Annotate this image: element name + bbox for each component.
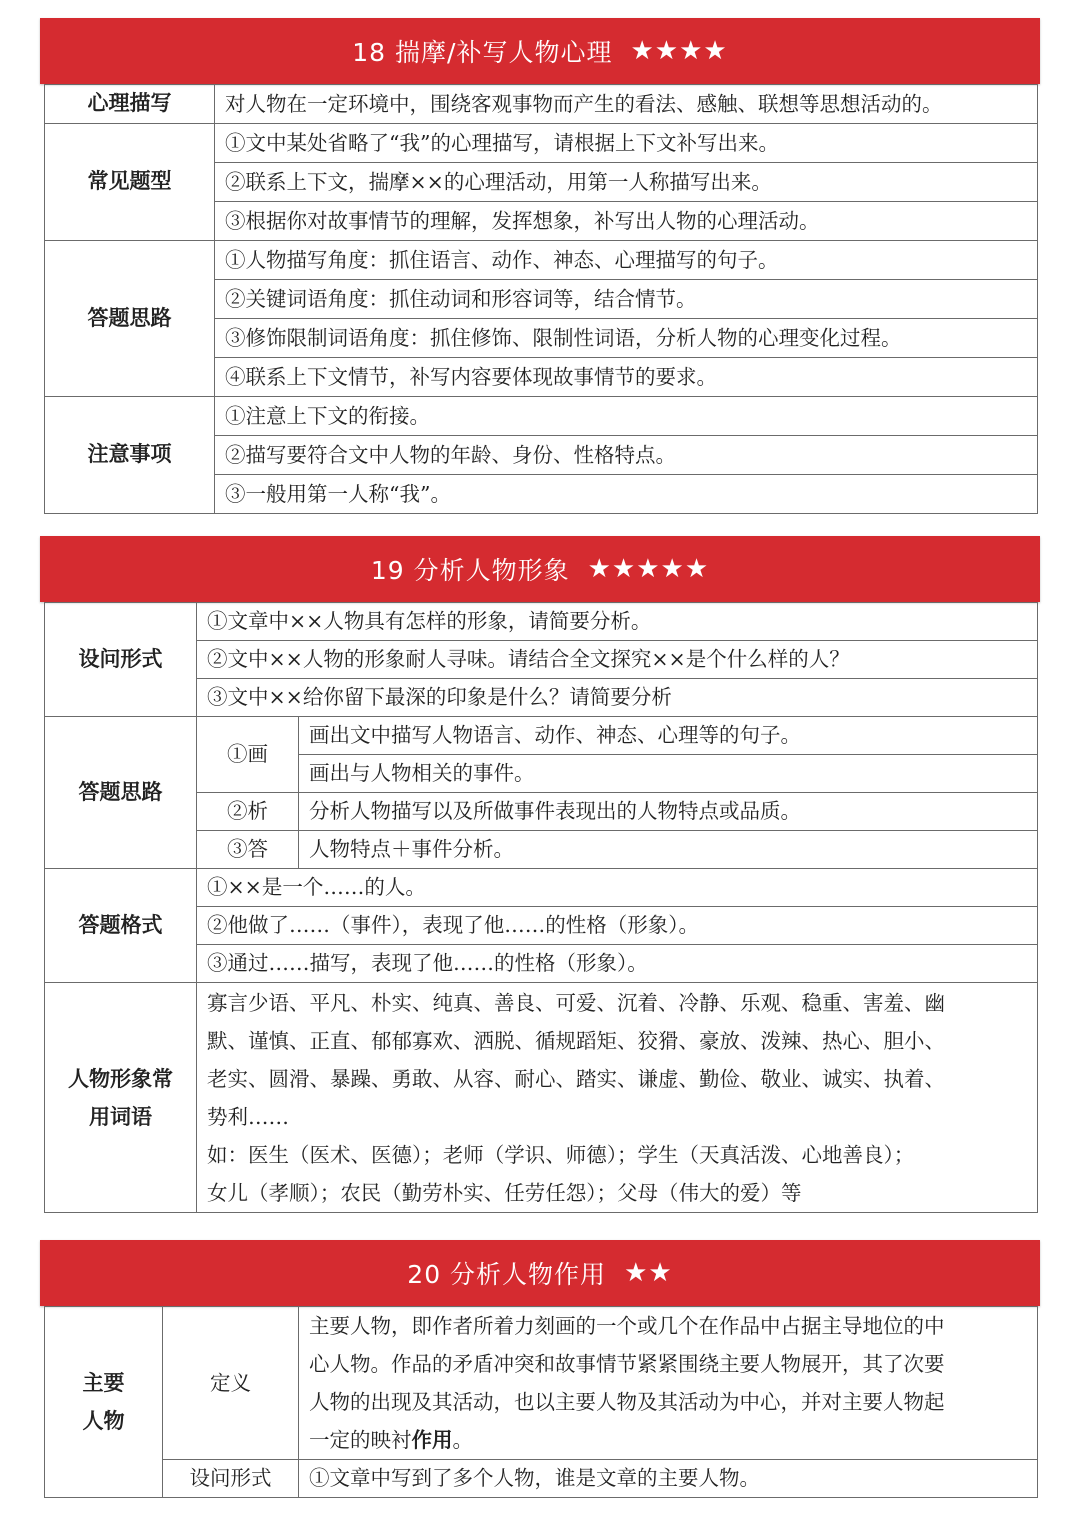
cell-text: ①文中某处省略了“我”的心理描写，请根据上下文补写出来。 xyxy=(215,124,1038,163)
table-row xyxy=(45,1460,1038,1498)
cell-text: ③文中××给你留下最深的印象是什么？请简要分析 xyxy=(197,679,1038,717)
row-label: 答题思路 xyxy=(45,717,197,869)
cell-text: ③一般用第一人称“我”。 xyxy=(215,475,1038,514)
text-line: 老实、圆滑、暴躁、勇敢、从容、耐心、踏实、谦虚、勤俭、敬业、诚实、执着、 xyxy=(207,1066,945,1091)
table-row xyxy=(45,397,1038,436)
text-line: 人物的出现及其活动，也以主要人物及其活动为中心，并对主要人物起 xyxy=(309,1390,945,1414)
section-18-table xyxy=(44,84,1038,514)
table-row xyxy=(45,85,1038,124)
cell-text: 画出文中描写人物语言、动作、神态、心理等的句子。 xyxy=(299,717,1038,755)
cell-text: ④联系上下文情节，补写内容要体现故事情节的要求。 xyxy=(215,358,1038,397)
section-20-table xyxy=(44,1306,1038,1498)
section-19-table xyxy=(44,602,1038,1213)
row-label-line: 人物 xyxy=(82,1409,125,1433)
section-20-title: 20 分析人物作用 xyxy=(407,1260,607,1289)
sub-label: 定义 xyxy=(163,1307,299,1460)
text-line: 寡言少语、平凡、朴实、纯真、善良、可爱、沉着、冷静、乐观、稳重、害羞、幽 xyxy=(207,990,945,1015)
cell-text: 画出与人物相关的事件。 xyxy=(299,755,1038,793)
cell-text: ①文章中××人物具有怎样的形象，请简要分析。 xyxy=(197,603,1038,641)
section-20-header xyxy=(40,1240,1040,1306)
section-19-header xyxy=(40,536,1040,602)
section-18-stars: ★★★★ xyxy=(630,36,728,66)
cell-text: ②关键词语角度：抓住动词和形容词等，结合情节。 xyxy=(215,280,1038,319)
cell-text: ②他做了……（事件），表现了他……的性格（形象）。 xyxy=(197,907,1038,945)
row-label: 心理描写 xyxy=(45,85,215,124)
row-label: 答题格式 xyxy=(45,869,197,983)
cell-text: 人物特点＋事件分析。 xyxy=(299,831,1038,869)
cell-text: ③根据你对故事情节的理解，发挥想象，补写出人物的心理活动。 xyxy=(215,202,1038,241)
row-label: 常见题型 xyxy=(45,124,215,241)
row-label: 设问形式 xyxy=(45,603,197,717)
section-18-title: 18 揣摩/补写人物心理 xyxy=(352,38,613,67)
table-row xyxy=(45,124,1038,163)
row-label-line: 主要 xyxy=(82,1371,125,1395)
section-20-stars: ★★ xyxy=(624,1258,673,1288)
cell-text xyxy=(299,1307,1038,1460)
row-label: 人物形象常用词语 xyxy=(45,983,197,1213)
cell-text: ①文章中写到了多个人物，谁是文章的主要人物。 xyxy=(299,1460,1038,1498)
row-label: 答题思路 xyxy=(45,241,215,397)
sub-label: ③答 xyxy=(197,831,299,869)
cell-text: 对人物在一定环境中，围绕客观事物而产生的看法、感触、联想等思想活动的。 xyxy=(215,85,1038,124)
cell-text: ③通过……描写，表现了他……的性格（形象）。 xyxy=(197,945,1038,983)
table-row xyxy=(45,983,1038,1213)
text-line: 女儿（孝顺）；农民（勤劳朴实、任劳任怨）；父母（伟大的爱）等 xyxy=(207,1180,802,1205)
cell-text xyxy=(197,983,1038,1213)
row-label: 注意事项 xyxy=(45,397,215,514)
text-fragment: 。 xyxy=(452,1428,473,1452)
cell-text: ②联系上下文，揣摩××的心理活动，用第一人称描写出来。 xyxy=(215,163,1038,202)
cell-text: ①注意上下文的衔接。 xyxy=(215,397,1038,436)
table-row xyxy=(45,717,1038,755)
section-19-stars: ★★★★★ xyxy=(587,554,710,584)
table-row xyxy=(45,603,1038,641)
text-line: 默、谨慎、正直、郁郁寡欢、洒脱、循规蹈矩、狡猾、豪放、泼辣、热心、胆小、 xyxy=(207,1028,945,1053)
sub-label: ①画 xyxy=(197,717,299,793)
cell-text: ①人物描写角度：抓住语言、动作、神态、心理描写的句子。 xyxy=(215,241,1038,280)
table-row xyxy=(45,869,1038,907)
sub-label: 设问形式 xyxy=(163,1460,299,1498)
table-row xyxy=(45,1307,1038,1460)
text-line: 如：医生（医术、医德）；老师（学识、师德）；学生（天真活泼、心地善良）； xyxy=(207,1142,915,1167)
text-line: 势利…… xyxy=(207,1104,289,1129)
cell-text: ①××是一个……的人。 xyxy=(197,869,1038,907)
text-fragment: 一定的映衬 xyxy=(309,1428,412,1452)
bold-keyword: 作用 xyxy=(411,1428,453,1452)
cell-text: ②描写要符合文中人物的年龄、身份、性格特点。 xyxy=(215,436,1038,475)
section-18-header xyxy=(40,18,1040,84)
text-line: 主要人物，即作者所着力刻画的一个或几个在作品中占据主导地位的中 xyxy=(309,1314,945,1338)
cell-text: ②文中××人物的形象耐人寻味。请结合全文探究××是个什么样的人？ xyxy=(197,641,1038,679)
text-line: 心人物。作品的矛盾冲突和故事情节紧紧围绕主要人物展开，其了次要 xyxy=(309,1352,945,1376)
text-line xyxy=(309,1421,1027,1459)
section-19-title: 19 分析人物形象 xyxy=(370,556,570,585)
cell-text: ③修饰限制词语角度：抓住修饰、限制性词语，分析人物的心理变化过程。 xyxy=(215,319,1038,358)
row-label xyxy=(45,1307,163,1498)
sub-label: ②析 xyxy=(197,793,299,831)
cell-text: 分析人物描写以及所做事件表现出的人物特点或品质。 xyxy=(299,793,1038,831)
table-row xyxy=(45,241,1038,280)
